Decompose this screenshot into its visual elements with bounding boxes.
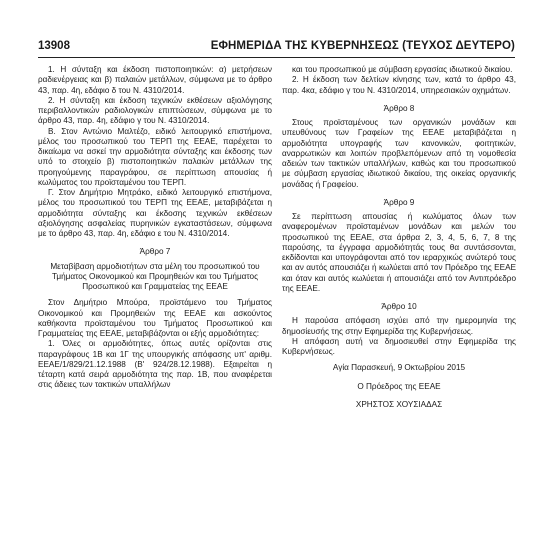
page-header: [38, 40, 515, 54]
right-column: [282, 65, 516, 419]
paragraph: Στον Δημήτριο Μπούρα, προϊστάμενο του Τμήματος Οικονομικού και Προμηθειών της ΕΕΑΕ και ασκούντος καθήκοντα προϊσταμένου του Τμήματος Προσωπικού και Γραμματείας της ΕΕΑΕ, μεταβιβάζονται οι εξής αρμοδιότητες:: [38, 298, 272, 338]
paragraph: 2. Η έκδοση των δελτίων κίνησης των, κατά το άρθρο 43, παρ. 4κα, εδάφιο γ του Ν. 4310/2014, υπηρεσιακών οχημάτων.: [282, 75, 516, 95]
place-date: Αγία Παρασκευή, 9 Οκτωβρίου 2015: [332, 363, 466, 373]
signatory-role: Ο Πρόεδρος της ΕΕΑΕ: [357, 381, 441, 391]
paragraph: 1. Όλες οι αρμοδιότητες, όπως αυτές ορίζονται στις παραγράφους 1Β και 1Γ της υπουργικής απόφασης υπ' αριθμ. ΕΕΑΕ/1/829/21.12.1988 (Β' 924/28.12.1988). Εξαιρείται η τέταρτη κατά σειρά αρμοδιότητα της παρ. 1Β, που αναφέρεται στις άδειες των τακτικών υπαλλήλων: [38, 339, 272, 390]
page-number: 13908: [38, 40, 70, 52]
paragraph: 1. Η σύνταξη και έκδοση πιστοποιητικών: α) μετρήσεων ραδιενέργειας και β) παλαιών μετάλλων, σύμφωνα με το άρθρο 43, παρ. 4η, εδάφιο δ του Ν. 4310/2014.: [38, 65, 272, 95]
left-column: [38, 65, 272, 391]
paragraph: Η παρούσα απόφαση ισχύει από την ημερομηνία της δημοσίευσής της στην Εφημερίδα της Κυβερνήσεως.: [282, 316, 516, 336]
article-heading: Άρθρο 10: [381, 302, 417, 311]
article-title: Μεταβίβαση αρμοδιοτήτων στα μέλη του προσωπικού του Τμήματος Οικονομικού και Προμηθειών και του Τμήματος Προσωπικού και Γραμματείας της ΕΕΑΕ: [50, 261, 260, 291]
article-heading: Άρθρο 9: [383, 197, 415, 207]
header-rule: [38, 57, 515, 58]
paragraph: Η απόφαση αυτή να δημοσιευθεί στην Εφημερίδα της Κυβερνήσεως.: [282, 336, 516, 356]
paragraph: 2. Η σύνταξη και έκδοση τεχνικών εκθέσεων αξιολόγησης περιβαλλοντικών ραδιολογικών επιπτώσεων, σύμφωνα με το άρθρο 43, παρ. 4η, εδάφιο γ του Ν. 4310/2014.: [38, 95, 272, 126]
paragraph: Β. Στον Αντώνιο Μαλτέζο, ειδικό λειτουργικό επιστήμονα, μέλος του προσωπικού του ΤΕΡΠ της ΕΕΑΕ, παρέχεται το δικαίωμα να ασκεί την αρμοδιότητα σύνταξης και έκδοσης των υπό το στοιχείο β) πιστοποιητικών παλαιών μετάλλων της προηγούμενης παραγράφου, σε περίπτωση απουσίας ή κωλύματος του προϊσταμένου του ΤΕΡΠ.: [38, 126, 272, 187]
paragraph: Σε περίπτωση απουσίας ή κωλύματος όλων των αναφερομένων προϊσταμένων μονάδων και μελών του προσωπικού της ΕΕΑΕ, στα άρθρα 2, 3, 4, 5, 6, 7, 8 της παρούσης, τα έγγραφα αρμοδιότητάς τους θα συντάσσονται, εκδίδονται και υπογράφονται από τον ιεραρχικώς ανώτερό τους και αν αυτός απουσιάζει ή κωλύεται από τον Πρόεδρο της ΕΕΑΕ και όταν και αυτός κωλύεται ή απουσιάζει από τον Αντιπρόεδρο της ΕΕΑΕ.: [282, 212, 516, 293]
paragraph: Γ. Στον Δημήτριο Μητράκο, ειδικό λειτουργικό επιστήμονα, μέλος του προσωπικού του ΤΕΡΠ της ΕΕΑΕ, μεταβιβάζεται η αρμοδιότητα σύνταξης και έκδοσης τεχνικών εκθέσεων αξιολόγησης ασφαλείας πυρηνικών εγκαταστάσεων, σύμφωνα με το άρθρο 43, παρ. 4η, εδάφιο ε του Ν. 4310/2014.: [38, 188, 272, 238]
paragraph: Στους προϊσταμένους των οργανικών μονάδων και υπευθύνους των Γραφείων της ΕΕΑΕ μεταβιβάζεται η αρμοδιότητα υπογραφής των κανονικών, φοιτητικών, αναρρωτικών και λοιπών προβλεπόμενων από τη νομοθεσία αδειών των τακτικών υπαλλήλων, καθώς και του προσωπικού με σύμβαση εργασίας ιδιωτικού δικαίου, της οικείας οργανικής μονάδας ή Γραφείου.: [282, 118, 516, 189]
article-heading: Άρθρο 7: [139, 247, 171, 257]
article-heading: Άρθρο 8: [383, 103, 415, 113]
gazette-title: ΕΦΗΜΕΡΙΔΑ ΤΗΣ ΚΥΒΕΡΝΗΣΕΩΣ (ΤΕΥΧΟΣ ΔΕΥΤΕΡΟ): [210, 40, 515, 52]
signatory-name: ΧΡΗΣΤΟΣ ΧΟΥΣΙΑΔΑΣ: [355, 400, 443, 410]
paragraph: και του προσωπικού με σύμβαση εργασίας ιδιωτικού δικαίου.: [292, 65, 513, 74]
